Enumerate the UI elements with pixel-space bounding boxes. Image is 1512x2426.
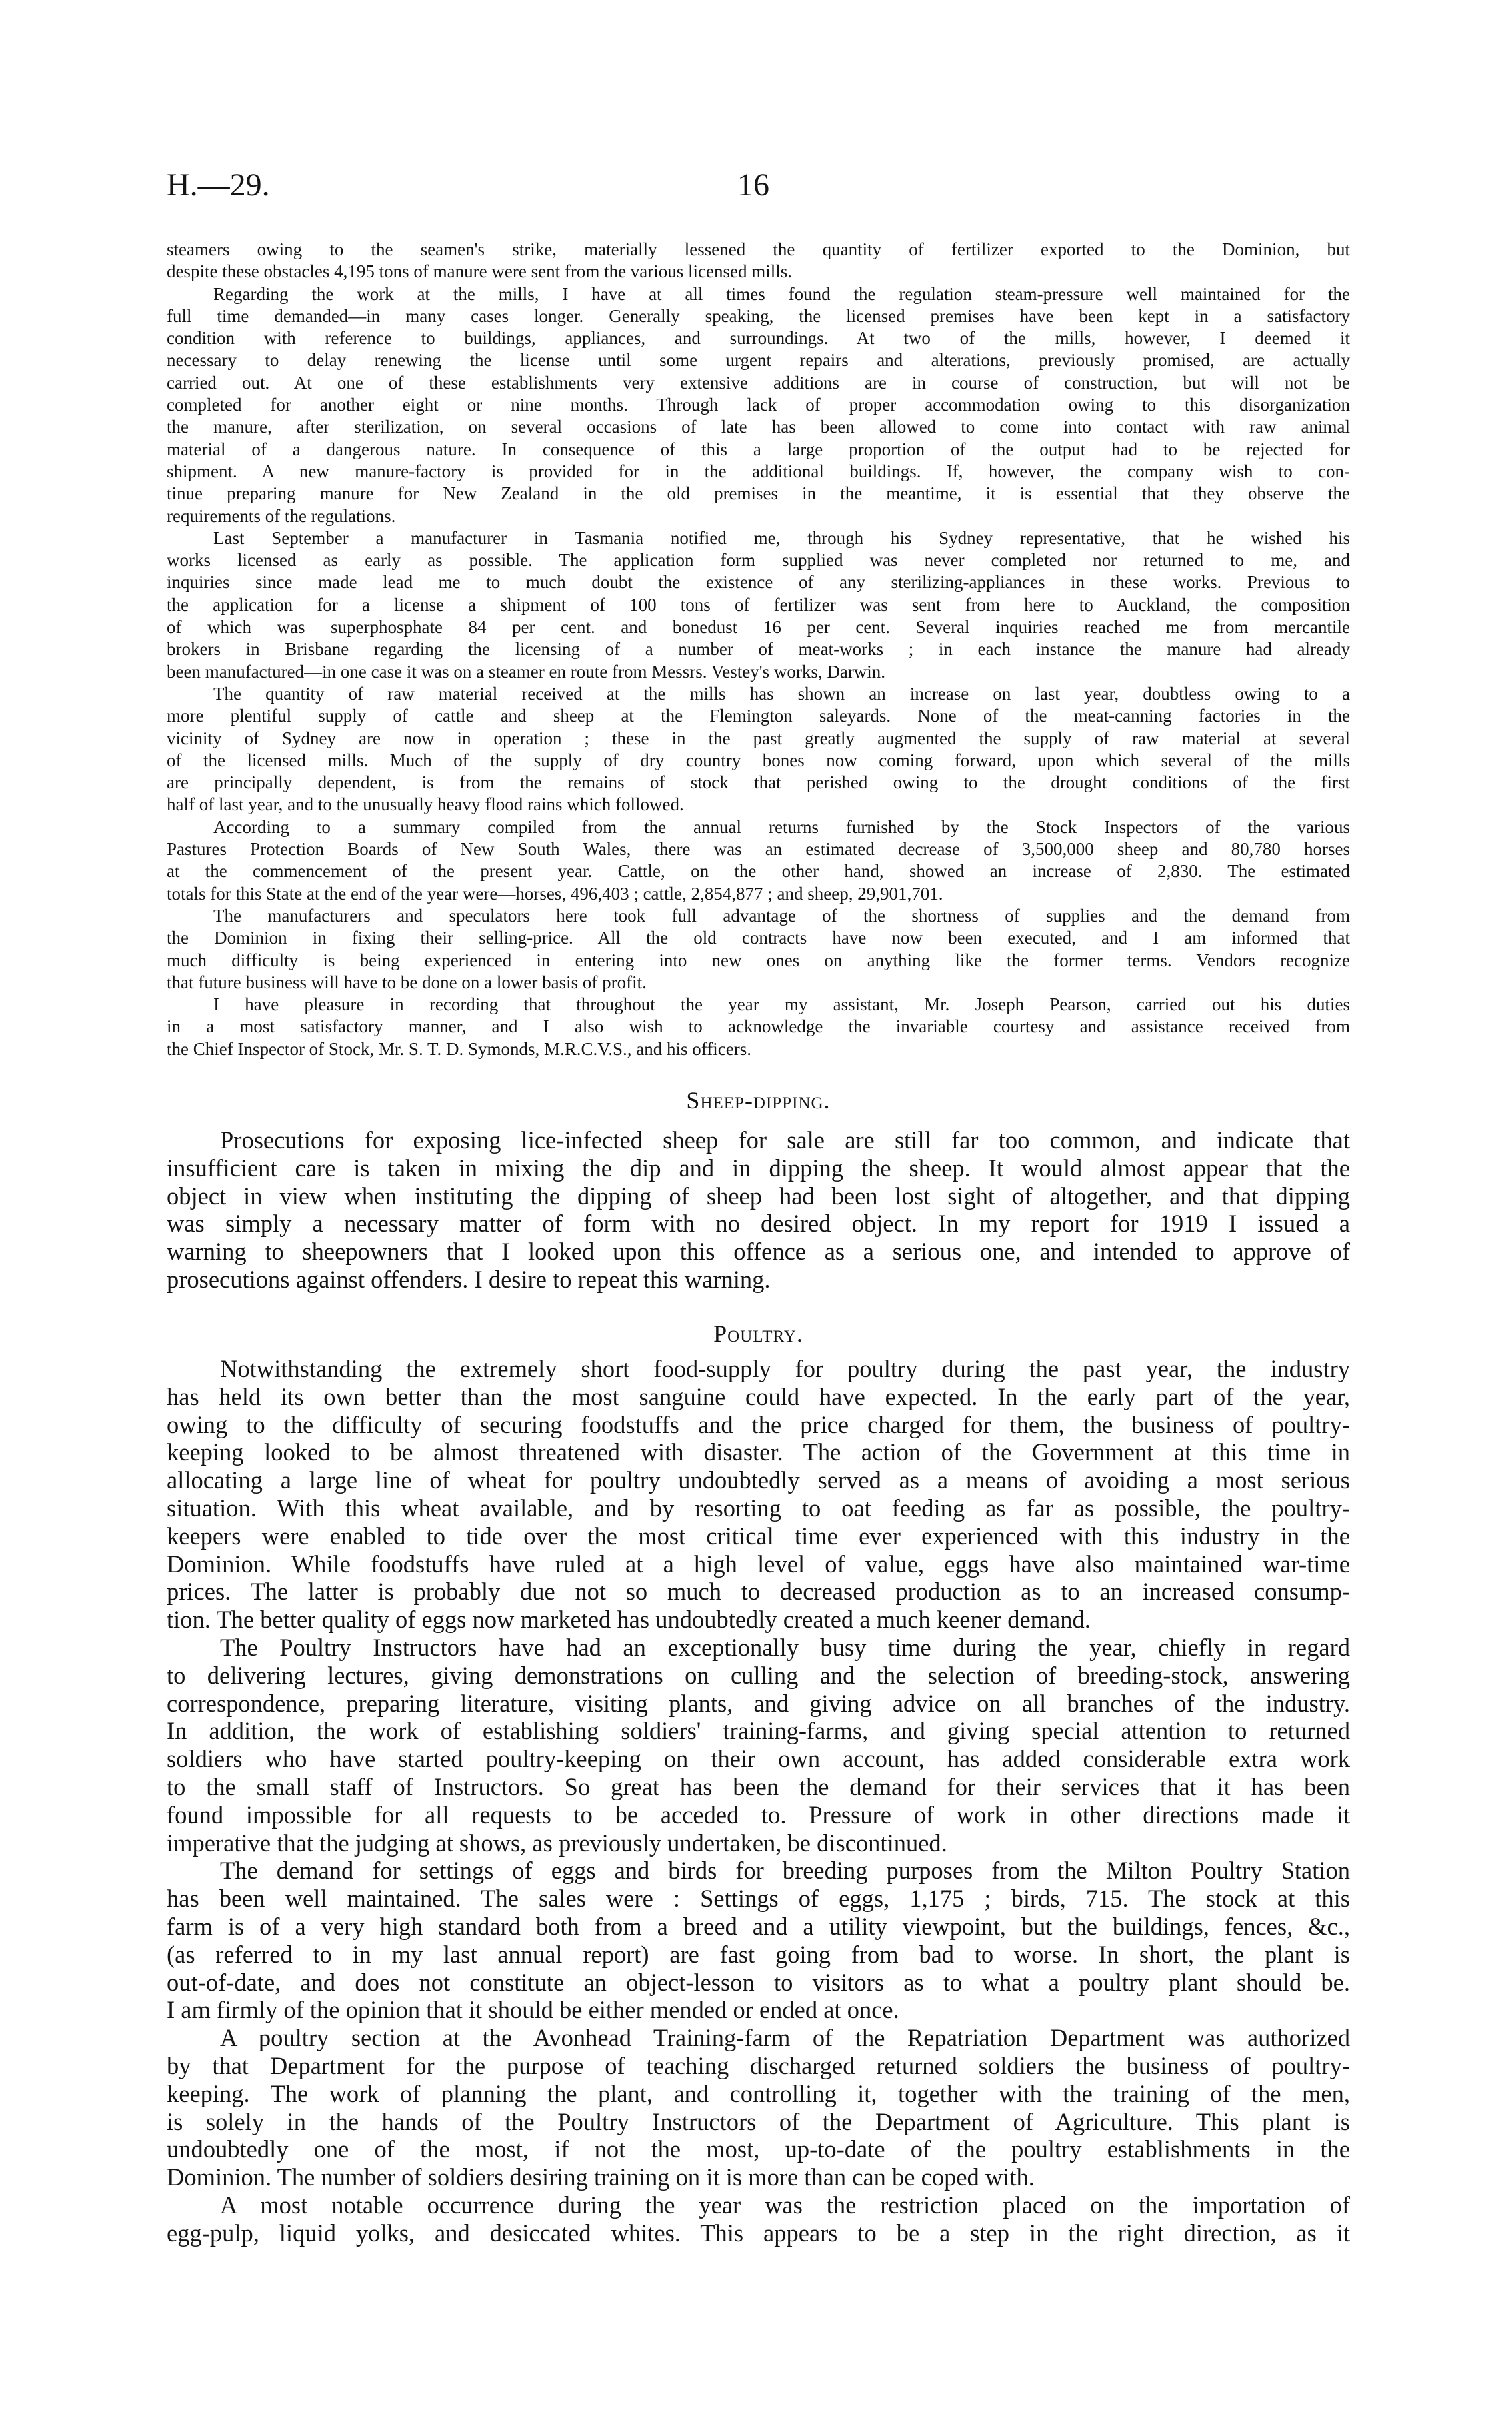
text-line: has held its own better than the most sanguine could have expected. In the early part of the year,	[167, 1382, 1350, 1410]
text-line: of the licensed mills. Much of the supply of dry country bones now coming forward, upon which several of the mills	[167, 750, 1350, 770]
paragraph	[167, 1355, 1350, 1634]
text-line: keepers were enabled to tide over the most critical time ever experienced with this industry in the	[167, 1522, 1350, 1550]
text-line: completed for another eight or nine months. Through lack of proper accommodation owing to this disorganization	[167, 395, 1350, 415]
paragraph	[167, 905, 1350, 994]
text-line: Notwithstanding the extremely short food-supply for poultry during the past year, the industry	[220, 1355, 1350, 1382]
text-line: despite these obstacles 4,195 tons of manure were sent from the various licensed mills.	[167, 261, 793, 282]
text-line: Dominion. The number of soldiers desiring training on it is more than can be coped with.	[167, 2163, 1035, 2191]
paragraph	[167, 283, 1350, 527]
text-line: I am firmly of the opinion that it should be either mended or ended at once.	[167, 1996, 899, 2024]
text-line: is solely in the hands of the Poultry Instructors of the Department of Agriculture. This plant is	[167, 2107, 1350, 2135]
text-line: the Chief Inspector of Stock, Mr. S. T. D. Symonds, M.R.C.V.S., and his officers.	[167, 1038, 751, 1059]
text-line: prosecutions against offenders. I desire to repeat this warning.	[167, 1265, 771, 1293]
sheep-dipping-body	[167, 1126, 1350, 1294]
document-reference: H.—29.	[167, 167, 270, 203]
text-line: imperative that the judging at shows, as previously undertaken, be discontinued.	[167, 1829, 947, 1857]
text-line: soldiers who have started poultry-keeping on their own account, has added considerable extra work	[167, 1745, 1350, 1773]
text-line: situation. With this wheat available, and by resorting to oat feeding as far as possible, the poultry-	[167, 1494, 1350, 1522]
text-line: condition with reference to buildings, appliances, and surroundings. At two of the mills, however, I deemed it	[167, 328, 1350, 349]
text-line: (as referred to in my last annual report) are fast going from bad to worse. In short, the plant is	[167, 1940, 1350, 1968]
text-line: totals for this State at the end of the year were—horses, 496,403 ; cattle, 2,854,877 ; and sheep, 29,901,701.	[167, 883, 943, 904]
text-line: steamers owing to the seamen's strike, materially lessened the quantity of fertilizer exported to the Dominion, but	[167, 239, 1350, 259]
text-line: keeping. The work of planning the plant, and controlling it, together with the training of the men,	[167, 2079, 1350, 2107]
text-line: object in view when instituting the dipping of sheep had been lost sight of altogether, and that dipping	[167, 1182, 1350, 1210]
page-number: 16	[737, 167, 769, 203]
text-line: has been well maintained. The sales were : Settings of eggs, 1,175 ; birds, 715. The stock at this	[167, 1885, 1350, 1913]
text-line: warning to sheepowners that I looked upon this offence as a serious one, and intended to approve of	[167, 1238, 1350, 1266]
text-line: Prosecutions for exposing lice-infected sheep for sale are still far too common, and indicate that	[220, 1126, 1350, 1154]
text-line: are principally dependent, is from the remains of stock that perished owing to the drought conditions of the first	[167, 772, 1350, 793]
text-line: A most notable occurrence during the year was the restriction placed on the importation of	[220, 2191, 1350, 2219]
text-line: In addition, the work of establishing soldiers' training-farms, and giving special attention to returned	[167, 1717, 1350, 1745]
paragraph	[167, 683, 1350, 816]
paragraph	[167, 1634, 1350, 1857]
paragraph	[167, 816, 1350, 905]
paragraph	[167, 239, 1350, 283]
paragraph	[167, 527, 1350, 683]
text-line: allocating a large line of wheat for poultry undoubtedly served as a means of avoiding a most serious	[167, 1466, 1350, 1494]
text-line: The quantity of raw material received at the mills has shown an increase on last year, doubtless owing to a	[213, 683, 1350, 704]
text-line: egg-pulp, liquid yolks, and desiccated whites. This appears to be a step in the right direction, as it	[167, 2219, 1350, 2247]
text-line: that future business will have to be done on a lower basis of profit.	[167, 972, 647, 992]
text-line: much difficulty is being experienced in entering into new ones on anything like the former terms. Vendors recognize	[167, 950, 1350, 970]
text-line: the application for a license a shipment of 100 tons of fertilizer was sent from here to Auckland, the composition	[167, 594, 1350, 615]
text-line: The Poultry Instructors have had an exceptionally busy time during the year, chiefly in regard	[220, 1633, 1350, 1661]
text-line: carried out. At one of these establishments very extensive additions are in course of construction, but will not be	[167, 372, 1350, 393]
section-heading-sheep-dipping: Sheep-dipping.	[686, 1087, 831, 1114]
text-line: of which was superphosphate 84 per cent. and bonedust 16 per cent. Several inquiries reached me from mercantile	[167, 617, 1350, 638]
text-line: found impossible for all requests to be acceded to. Pressure of work in other directions made it	[167, 1800, 1350, 1829]
text-line: by that Department for the purpose of teaching discharged returned soldiers the business of poultry-	[167, 2051, 1350, 2079]
text-line: shipment. A new manure-factory is provided for in the additional buildings. If, however, the company wish to con-	[167, 461, 1350, 481]
text-line: works licensed as early as possible. The application form supplied was never completed nor returned to me, and	[167, 550, 1350, 571]
text-line: full time demanded—in many cases longer. Generally speaking, the licensed premises have been kept in a satisfactory	[167, 305, 1350, 326]
text-line: correspondence, preparing literature, visiting plants, and giving advice on all branches of the industry.	[167, 1689, 1350, 1717]
text-line: was simply a necessary matter of form with no desired object. In my report for 1919 I issued a	[167, 1210, 1350, 1238]
text-line: prices. The latter is probably due not so much to decreased production as to an increased consump-	[167, 1578, 1350, 1606]
text-line: the Dominion in fixing their selling-price. All the old contracts have now been executed, and I am informed that	[167, 928, 1350, 948]
paragraph	[167, 2191, 1350, 2247]
text-line: tion. The better quality of eggs now marketed has undoubtedly created a much keener demand.	[167, 1606, 1091, 1634]
text-line: the manure, after sterilization, on several occasions of late has been allowed to come into contact with raw animal	[167, 417, 1350, 437]
text-line: out-of-date, and does not constitute an object-lesson to visitors as to what a poultry plant should be.	[167, 1968, 1350, 1996]
paragraph	[167, 1126, 1350, 1294]
text-line: to the small staff of Instructors. So great has been the demand for their services that it has been	[167, 1772, 1350, 1800]
text-line: half of last year, and to the unusually heavy flood rains which followed.	[167, 794, 684, 815]
text-line: insufficient care is taken in mixing the dip and in dipping the sheep. It would almost appear that the	[167, 1154, 1350, 1182]
section-heading-poultry: Poultry.	[713, 1320, 803, 1347]
text-line: owing to the difficulty of securing foodstuffs and the price charged for them, the business of poultry-	[167, 1410, 1350, 1438]
text-line: in a most satisfactory manner, and I also wish to acknowledge the invariable courtesy and assistance received from	[167, 1016, 1350, 1037]
text-line: keeping looked to be almost threatened with disaster. The action of the Government at this time in	[167, 1438, 1350, 1466]
text-line: Dominion. While foodstuffs have ruled at a high level of value, eggs have also maintained war-time	[167, 1550, 1350, 1578]
text-line: I have pleasure in recording that throughout the year my assistant, Mr. Joseph Pearson, carried out his duties	[213, 994, 1350, 1015]
poultry-body	[167, 1355, 1350, 2247]
text-line: farm is of a very high standard both from a breed and a utility viewpoint, but the buildings, fences, &c.,	[167, 1912, 1350, 1940]
text-line: Pastures Protection Boards of New South Wales, there was an estimated decrease of 3,500,000 sheep and 80,780 horses	[167, 839, 1350, 860]
paragraph	[167, 1857, 1350, 2024]
text-line: vicinity of Sydney are now in operation ; these in the past greatly augmented the supply of raw material at several	[167, 728, 1350, 748]
text-line: inquiries since made lead me to much doubt the existence of any sterilizing-appliances in these works. Previous to	[167, 572, 1350, 593]
text-line: to delivering lectures, giving demonstrations on culling and the selection of breeding-stock, answering	[167, 1661, 1350, 1689]
text-line: Last September a manufacturer in Tasmania notified me, through his Sydney representative, that he wished his	[213, 527, 1350, 548]
text-line: more plentiful supply of cattle and sheep at the Flemington saleyards. None of the meat-canning factories in the	[167, 706, 1350, 726]
text-line: tinue preparing manure for New Zealand in the old premises in the meantime, it is essential that they observe the	[167, 483, 1350, 504]
text-line: been manufactured—in one case it was on a steamer en route from Messrs. Vestey's works, Darwin.	[167, 661, 886, 682]
paragraph	[167, 994, 1350, 1060]
text-line: The demand for settings of eggs and birds for breeding purposes from the Milton Poultry Station	[220, 1857, 1350, 1885]
text-line: requirements of the regulations.	[167, 505, 396, 526]
text-line: undoubtedly one of the most, if not the most, up-to-date of the poultry establishments in the	[167, 2135, 1350, 2163]
text-line: Regarding the work at the mills, I have at all times found the regulation steam-pressure well maintained for the	[213, 283, 1350, 304]
text-line: brokers in Brisbane regarding the licensing of a number of meat-works ; in each instance the manure had already	[167, 639, 1350, 660]
text-line: at the commencement of the present year. Cattle, on the other hand, showed an increase of 2,830. The estimated	[167, 861, 1350, 882]
paragraph	[167, 2024, 1350, 2191]
text-line: According to a summary compiled from the annual returns furnished by the Stock Inspectors of the various	[213, 816, 1350, 837]
text-line: The manufacturers and speculators here took full advantage of the shortness of supplies and the demand from	[213, 905, 1350, 926]
text-line: necessary to delay renewing the license until some urgent repairs and alterations, previously promised, are actually	[167, 350, 1350, 371]
text-line: A poultry section at the Avonhead Training-farm of the Repatriation Department was authorized	[220, 2024, 1350, 2052]
text-line: material of a dangerous nature. In consequence of this a large proportion of the output had to be rejected for	[167, 439, 1350, 459]
top-section-body	[167, 239, 1350, 1060]
